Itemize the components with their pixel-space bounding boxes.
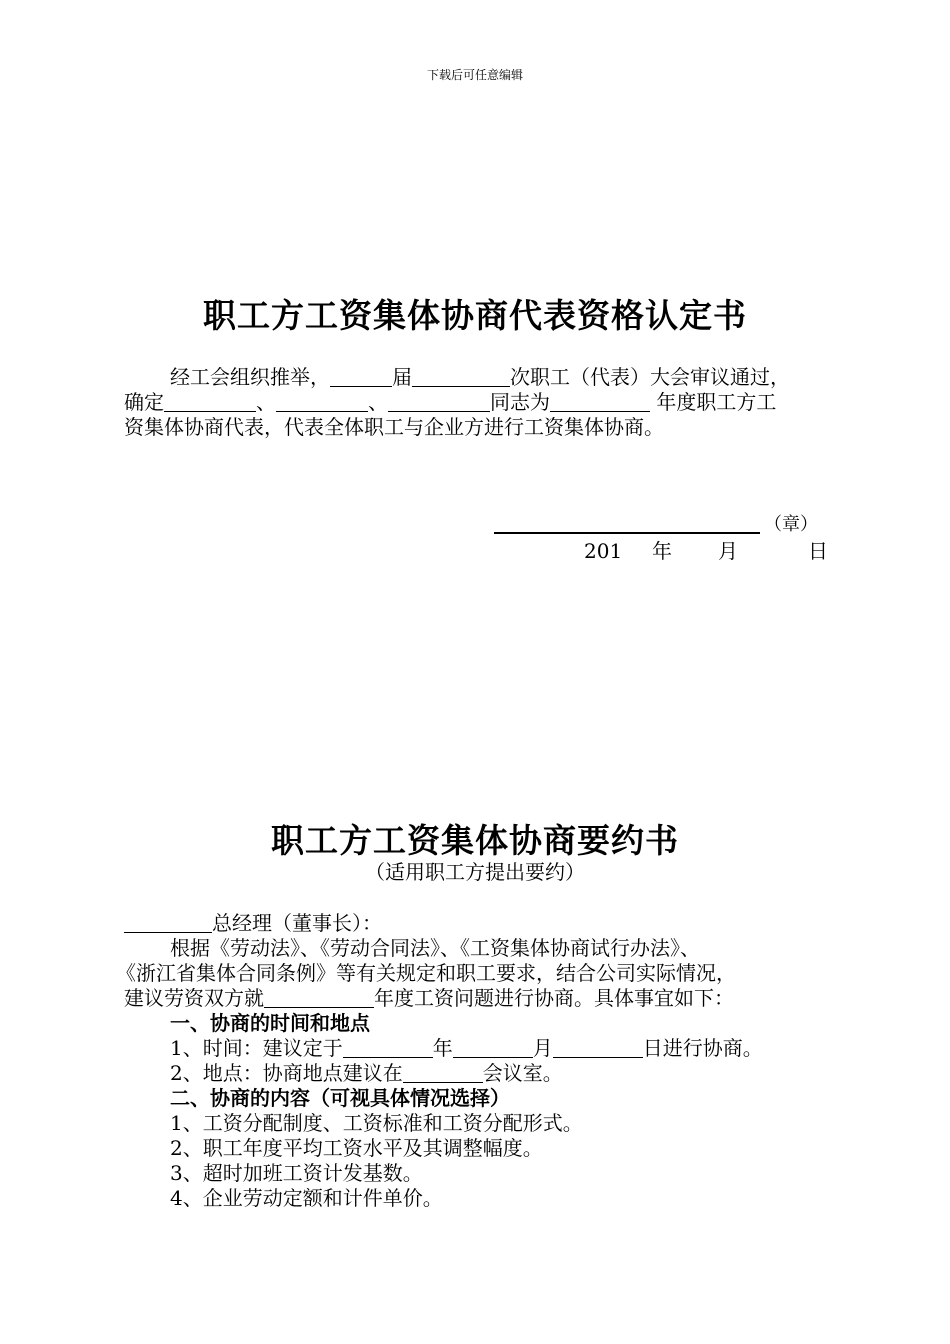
proposal-paragraph-line-3: [124, 985, 734, 1011]
section-heading-2: 二、协商的内容（可视具体情况选择）: [170, 1086, 510, 1110]
certificate-paragraph-line-2: [124, 389, 776, 415]
date-year-label: 年: [652, 539, 672, 563]
blank-year-field[interactable]: [550, 391, 650, 412]
text: 年度职工方工: [650, 390, 777, 414]
certificate-paragraph-line-1: [170, 364, 790, 390]
seal-label: （章）: [764, 514, 818, 535]
time-line: [170, 1035, 763, 1061]
date-month-label: 月: [718, 539, 738, 563]
text: 年度工资问题进行协商。具体事宜如下：: [374, 986, 734, 1010]
content-item-1: 1、工资分配制度、工资标准和工资分配形式。: [170, 1111, 583, 1135]
content-item-4: 4、企业劳动定额和计件单价。: [170, 1186, 443, 1210]
proposal-subtitle: （适用职工方提出要约）: [365, 860, 585, 884]
proposal-title: 职工方工资集体协商要约书: [271, 821, 679, 860]
blank-name-field-2[interactable]: [276, 391, 368, 412]
text: 1、时间：建议定于: [170, 1036, 343, 1060]
blank-month-field[interactable]: [453, 1037, 533, 1058]
text: 经工会组织推举，: [170, 365, 330, 389]
text: 日进行协商。: [642, 1036, 763, 1060]
text: 、: [256, 390, 276, 414]
text: 届: [392, 365, 412, 389]
proposal-paragraph-line-2: 《浙江省集体合同条例》等有关规定和职工要求，结合公司实际情况，: [116, 961, 736, 985]
blank-company-field[interactable]: [124, 912, 212, 933]
blank-year-field[interactable]: [343, 1037, 433, 1058]
blank-count-field[interactable]: [412, 366, 510, 387]
content-item-3: 3、超时加班工资计发基数。: [170, 1161, 423, 1185]
blank-name-field-3[interactable]: [388, 391, 490, 412]
text: 建议劳资双方就: [124, 986, 264, 1010]
blank-room-field[interactable]: [403, 1062, 483, 1083]
certificate-title: 职工方工资集体协商代表资格认定书: [203, 296, 747, 335]
section-heading-1: 一、协商的时间和地点: [170, 1011, 370, 1035]
page-header: 下载后可任意编辑: [426, 68, 523, 82]
date-day-label: 日: [808, 539, 828, 563]
text: 同志为: [490, 390, 550, 414]
text: 2、地点：协商地点建议在: [170, 1061, 403, 1085]
text: 会议室。: [482, 1061, 563, 1085]
blank-day-field[interactable]: [553, 1037, 643, 1058]
signature-line[interactable]: [494, 532, 760, 534]
addressee-line: [124, 910, 382, 936]
date-year: 201: [584, 539, 623, 563]
proposal-paragraph-line-1: 根据《劳动法》、《劳动合同法》、《工资集体协商试行办法》、: [170, 936, 700, 960]
text: 确定: [124, 390, 164, 414]
text: 、: [368, 390, 388, 414]
text: 年: [432, 1036, 453, 1060]
place-line: [170, 1060, 563, 1086]
text: 次职工（代表）大会审议通过，: [510, 365, 790, 389]
text: 总经理（董事长）：: [212, 911, 382, 935]
content-item-2: 2、职工年度平均工资水平及其调整幅度。: [170, 1136, 543, 1160]
text: 月: [532, 1036, 553, 1060]
blank-session-field[interactable]: [330, 366, 392, 387]
blank-year-field[interactable]: [264, 987, 374, 1008]
certificate-paragraph-line-3: 资集体协商代表，代表全体职工与企业方进行工资集体协商。: [124, 415, 664, 439]
blank-name-field-1[interactable]: [164, 391, 256, 412]
